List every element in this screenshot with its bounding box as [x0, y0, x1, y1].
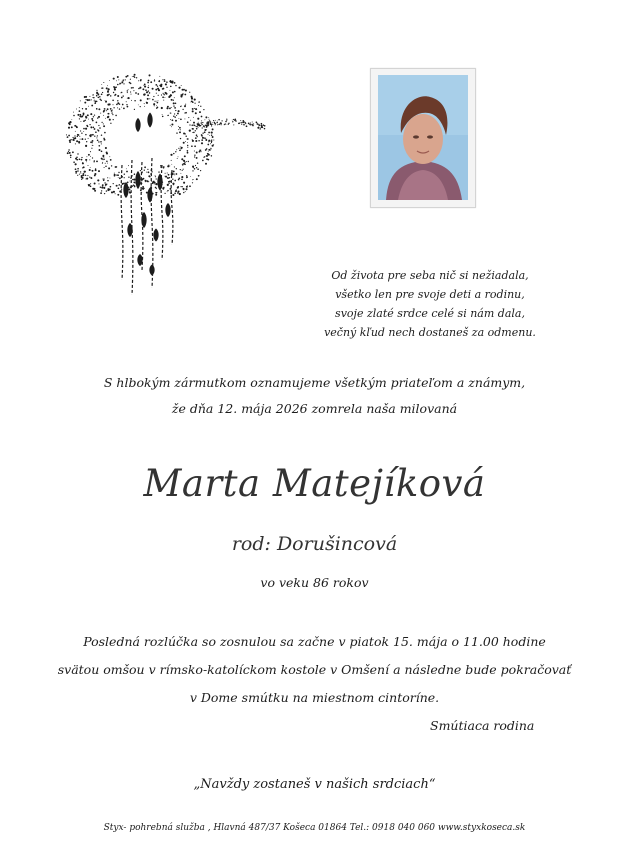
poem-line: svoje zlaté srdce celé si nám dala,	[335, 307, 525, 320]
age-text: vo veku 86 rokov	[260, 575, 369, 590]
funeral-line: Posledná rozlúčka so zosnulou sa začne v piatok 15. mája o 11.00 hodine	[83, 634, 546, 649]
announcement-line: S hlbokým zármutkom oznamujeme všetkým priateľom a známym,	[103, 375, 526, 390]
candle-moon-ornament	[60, 70, 270, 305]
deceased-name: Marta Matejíková	[143, 462, 486, 505]
maiden-name: rod: Dorušincová	[231, 533, 398, 555]
announcement-text	[0, 370, 629, 422]
poem-line: Od života pre seba nič si nežiadala,	[331, 269, 529, 282]
announcement-line: že dňa 12. mája 2026 zomrela naša milovaná	[171, 401, 458, 416]
portrait-photo	[370, 68, 476, 208]
memorial-quote: „Navždy zostaneš v našich srdciach“	[193, 777, 436, 792]
portrait-image	[378, 75, 468, 200]
poem-line: večný kľud nech dostaneš za odmenu.	[324, 326, 536, 339]
funeral-service-footer: Styx- pohrebná služba , Hlavná 487/37 Košeca 01864 Tel.: 0918 040 060 www.styxkoseca.sk	[103, 823, 526, 833]
memorial-poem	[300, 266, 560, 342]
funeral-line: svätou omšou v rímsko-katolíckom kostole v Omšení a následne bude pokračovať	[57, 662, 572, 677]
poem-line: všetko len pre svoje deti a rodinu,	[335, 288, 525, 301]
funeral-line: v Dome smútku na miestnom cintoríne.	[189, 690, 440, 705]
funeral-details	[0, 628, 629, 712]
family-signature: Smútiaca rodina	[430, 718, 535, 733]
